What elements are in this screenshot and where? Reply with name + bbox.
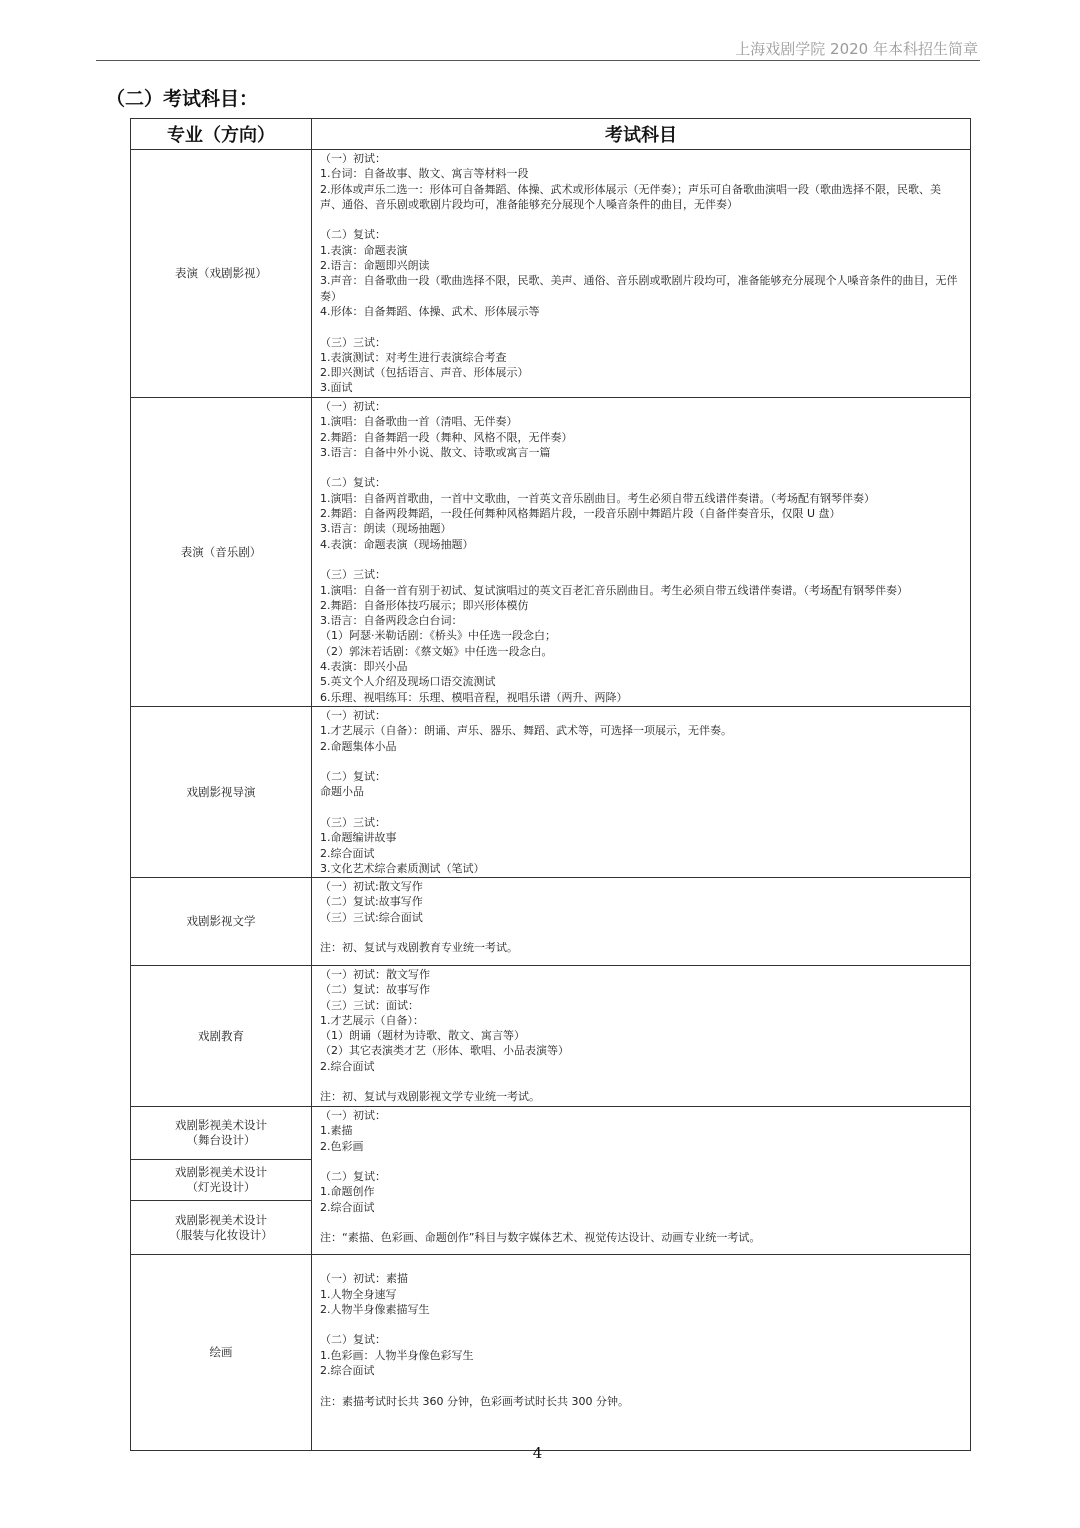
exam-item-line	[320, 319, 962, 334]
exam-item-line	[320, 754, 962, 769]
exam-item-line: （一）初试：	[320, 709, 386, 722]
exam-item-line: 2.色彩画	[320, 1139, 364, 1153]
exam-item-line	[320, 1256, 962, 1271]
exam-item-line: 注：素描考试时长共 360 分钟，色彩画考试时长共 300 分钟。	[320, 1394, 629, 1408]
exam-item-line	[320, 1215, 962, 1230]
table-row	[131, 966, 971, 1107]
exam-item-line	[320, 925, 962, 940]
exam-item-line: 1.台词：自备故事、散文、寓言等材料一段	[320, 167, 529, 181]
major-name-line: 表演（戏剧影视）	[175, 266, 267, 280]
exam-item-line: 1.演唱：自备两首歌曲，一首中文歌曲，一首英文音乐剧曲目。考生必须自带五线谱伴奏谱。（考场配有钢琴伴奏）	[320, 491, 875, 505]
major-cell	[131, 150, 312, 398]
exam-item-line: （一）初试：素描	[320, 1272, 408, 1286]
exam-subjects-cell	[312, 398, 971, 707]
exam-item-line: （一）初试：散文写作	[320, 968, 430, 981]
exam-item-line: 3.语言：自备两段念白台词：	[320, 614, 463, 628]
exam-item-line: （三）三试：	[320, 816, 386, 830]
exam-item-line: 2.舞蹈：自备两段舞蹈，一段任何舞种风格舞蹈片段，一段音乐剧中舞蹈片段（自备伴奏音乐，仅限 U 盘）	[320, 507, 841, 521]
exam-item-line: 2.舞蹈：自备舞蹈一段（舞种、风格不限，无伴奏）	[320, 430, 573, 444]
major-name-line: 戏剧影视美术设计	[175, 1118, 267, 1132]
exam-item-line: 2.人物半身像素描写生	[320, 1302, 430, 1316]
major-name-line: （服装与化妆设计）	[169, 1227, 273, 1242]
exam-item-line: （三）三试：面试：	[320, 998, 419, 1012]
exam-item-line: 1.演唱：自备一首有别于初试、复试演唱过的英文百老汇音乐剧曲目。考生必须自带五线谱伴奏谱。（考场配有钢琴伴奏）	[320, 583, 908, 597]
exam-item-line: 1.才艺展示（自备）：朗诵、声乐、器乐、舞蹈、武术等，可选择一项展示，无伴奏。	[320, 724, 732, 738]
exam-item-line: 4.表演：命题表演（现场抽题）	[320, 537, 474, 551]
exam-item-line: 1.命题创作	[320, 1185, 375, 1199]
exam-subjects-cell	[312, 878, 971, 966]
exam-item-line: 命题小品	[320, 785, 364, 799]
exam-item-line	[320, 460, 962, 475]
page-number: 4	[532, 1444, 543, 1462]
exam-item-line: （二）复试：	[320, 228, 386, 242]
exam-subjects-cell	[312, 1107, 971, 1255]
major-cell	[131, 398, 312, 707]
exam-item-line: 2.形体或声乐二选一：形体可自备舞蹈、体操、武术或形体展示（无伴奏）；声乐可自备歌曲演唱一段（歌曲选择不限，民歌、美声、通俗、音乐剧或歌剧片段均可，准备能够充分展现个人嗓音条件的曲目，无伴奏）	[320, 182, 941, 211]
exam-item-line: 2.综合面试	[320, 1200, 375, 1214]
major-name-line: 表演（音乐剧）	[180, 544, 262, 559]
major-name-line: 戏剧影视美术设计	[175, 1165, 267, 1179]
major-name-line: 戏剧影视导演	[186, 784, 256, 799]
exam-item-line: 1.色彩画：人物半身像色彩写生	[320, 1348, 474, 1362]
exam-item-line	[320, 212, 962, 227]
exam-item-line: （三）三试:综合面试	[320, 910, 423, 924]
exam-item-line: 2.综合面试	[320, 846, 375, 860]
exam-subjects-table	[130, 118, 971, 1451]
exam-item-line: 3.语言：朗读（现场抽题）	[320, 522, 452, 536]
major-name-line: 绘画	[209, 1345, 233, 1359]
table-row	[131, 878, 971, 966]
exam-item-line: （二）复试:故事写作	[320, 895, 423, 909]
exam-item-line: （2）郭沫若话剧：《蔡文姬》中任选一段念白。	[320, 644, 553, 658]
column-header-subjects: 考试科目	[312, 119, 971, 150]
exam-item-line: 4.表演：即兴小品	[320, 660, 408, 674]
table-row	[131, 398, 971, 707]
table-row	[131, 150, 971, 398]
major-name-line: 戏剧教育	[198, 1028, 244, 1043]
major-cell	[131, 1107, 312, 1160]
exam-item-line: 2.命题集体小品	[320, 739, 397, 753]
column-header-major: 专业（方向）	[131, 119, 312, 150]
exam-item-line	[320, 800, 962, 815]
exam-item-line: 2.语言：命题即兴朗读	[320, 259, 430, 273]
exam-item-line	[320, 552, 962, 567]
major-cell	[131, 1255, 312, 1451]
exam-item-line: （1）阿瑟·米勒话剧：《桥头》中任选一段念白；	[320, 629, 556, 643]
exam-item-line: 6.乐理、视唱练耳：乐理、模唱音程，视唱乐谱（两升、两降）	[320, 690, 628, 704]
exam-item-line	[320, 1154, 962, 1169]
exam-item-line: 3.面试	[320, 381, 353, 395]
exam-item-line: 1.人物全身速写	[320, 1287, 397, 1301]
major-cell	[131, 966, 312, 1107]
section-title: （二）考试科目：	[106, 88, 259, 110]
exam-item-line: （2）其它表演类才艺（形体、歌唱、小品表演等）	[320, 1044, 569, 1058]
exam-item-line	[320, 1378, 962, 1393]
exam-item-line: 2.即兴测试（包括语言、声音、形体展示）	[320, 366, 529, 380]
exam-item-line: （二）复试：	[320, 1333, 386, 1347]
exam-subjects-cell	[312, 150, 971, 398]
major-name-line: （灯光设计）	[186, 1180, 256, 1194]
major-name-line: 戏剧影视文学	[186, 914, 256, 928]
exam-item-line: （三）三试：	[320, 335, 386, 349]
exam-item-line: （一）初试:散文写作	[320, 880, 423, 893]
exam-item-line: 注：“素描、色彩画、命题创作”科目与数字媒体艺术、视觉传达设计、动画专业统一考试。	[320, 1231, 761, 1245]
major-cell	[131, 1201, 312, 1255]
exam-item-line	[320, 1074, 962, 1089]
exam-item-line: （二）复试：	[320, 476, 386, 490]
exam-subjects-cell	[312, 1255, 971, 1451]
exam-item-line: 2.综合面试	[320, 1364, 375, 1378]
major-name-line: 戏剧影视美术设计	[175, 1212, 267, 1227]
exam-item-line: （三）三试：	[320, 568, 386, 582]
exam-item-line: 1.演唱：自备歌曲一首（清唱、无伴奏）	[320, 415, 518, 429]
major-cell	[131, 1160, 312, 1201]
exam-item-line: 5.英文个人介绍及现场口语交流测试	[320, 675, 496, 689]
exam-item-line: （二）复试：	[320, 1170, 386, 1184]
exam-item-line: 3.声音：自备歌曲一段（歌曲选择不限，民歌、美声、通俗、音乐剧或歌剧片段均可，准备能够充分展现个人嗓音条件的曲目，无伴奏）	[320, 274, 958, 303]
exam-item-line: 3.语言：自备中外小说、散文、诗歌或寓言一篇	[320, 445, 551, 459]
exam-item-line: 1.命题编讲故事	[320, 831, 397, 845]
exam-item-line: 2.综合面试	[320, 1059, 375, 1073]
exam-item-line: （1）朗诵（题材为诗歌、散文、寓言等）	[320, 1029, 525, 1043]
table-row	[131, 1107, 971, 1160]
exam-item-line: 2.舞蹈：自备形体技巧展示；即兴形体模仿	[320, 598, 529, 612]
major-cell	[131, 707, 312, 878]
major-cell	[131, 878, 312, 966]
exam-item-line: 注：初、复试与戏剧教育专业统一考试。	[320, 941, 518, 955]
table-row	[131, 707, 971, 878]
exam-item-line: （一）初试：	[320, 152, 386, 165]
exam-item-line: 4.形体：自备舞蹈、体操、武术、形体展示等	[320, 304, 540, 318]
exam-item-line: （一）初试：	[320, 400, 386, 413]
table-row	[131, 1255, 971, 1451]
exam-item-line: 1.表演：命题表演	[320, 243, 408, 257]
exam-subjects-cell	[312, 707, 971, 878]
exam-item-line: 注：初、复试与戏剧影视文学专业统一考试。	[320, 1090, 540, 1104]
exam-item-line: 1.素描	[320, 1124, 353, 1138]
header-title: 上海戏剧学院 2020 年本科招生简章	[735, 40, 978, 58]
major-name-line: （舞台设计）	[186, 1133, 256, 1147]
exam-item-line: （一）初试：	[320, 1109, 386, 1122]
exam-subjects-cell	[312, 966, 971, 1107]
exam-item-line: （二）复试：	[320, 770, 386, 784]
table-header-row	[131, 119, 971, 150]
exam-item-line: 3.文化艺术综合素质测试（笔试）	[320, 861, 485, 875]
exam-item-line: （二）复试：故事写作	[320, 983, 430, 997]
page-header	[96, 38, 980, 61]
exam-item-line: 1.表演测试：对考生进行表演综合考查	[320, 350, 507, 364]
exam-item-line	[320, 1317, 962, 1332]
exam-item-line: 1.才艺展示（自备）：	[320, 1013, 424, 1027]
